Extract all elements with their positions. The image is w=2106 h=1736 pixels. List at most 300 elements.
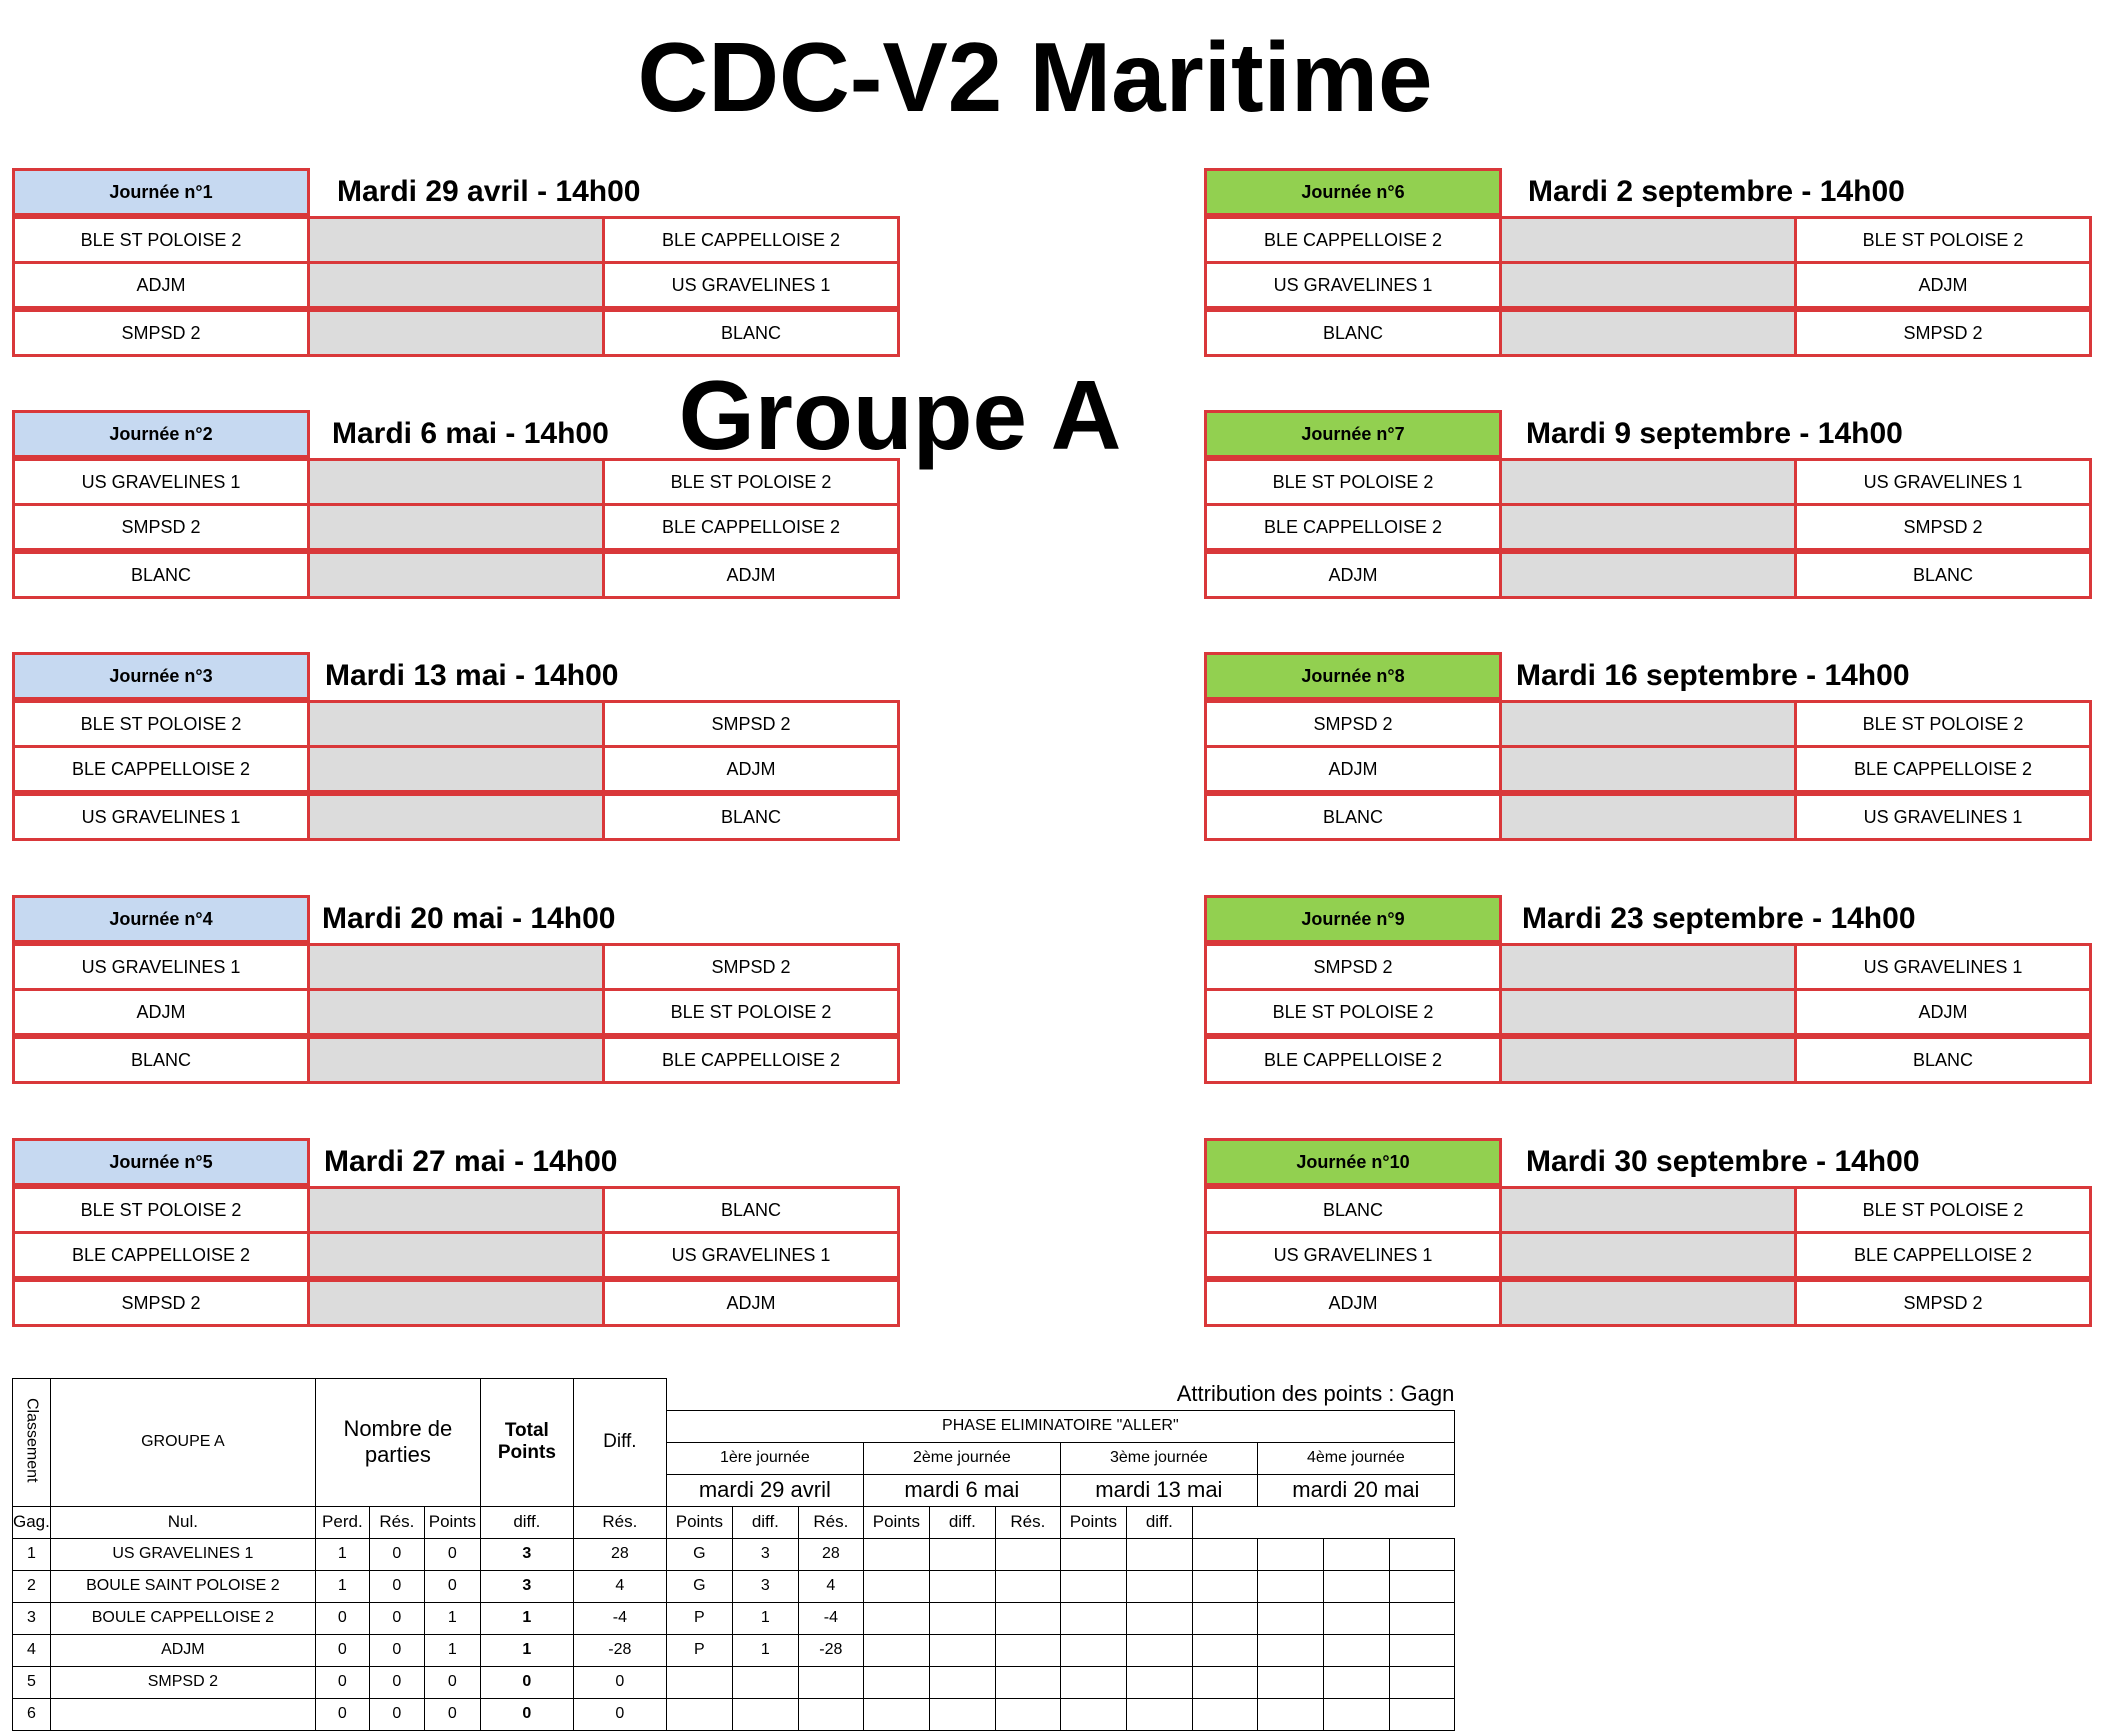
result-cell bbox=[1192, 1666, 1257, 1698]
result-cell bbox=[1389, 1602, 1454, 1634]
diff-cell: -28 bbox=[573, 1634, 666, 1666]
match-row bbox=[1204, 1234, 2096, 1282]
score-cell[interactable] bbox=[1499, 216, 1797, 264]
result-cell bbox=[1192, 1602, 1257, 1634]
away-team: US GRAVELINES 1 bbox=[602, 261, 900, 309]
score-cell[interactable] bbox=[1499, 1186, 1797, 1234]
classement-header: Classement bbox=[13, 1379, 51, 1507]
nul-cell: 0 bbox=[369, 1602, 424, 1634]
journee-block bbox=[12, 410, 904, 604]
diff-cell: 0 bbox=[573, 1698, 666, 1730]
result-cell bbox=[1323, 1634, 1389, 1666]
match-row bbox=[12, 1282, 904, 1330]
home-team: BLANC bbox=[1204, 1186, 1502, 1234]
match-row bbox=[12, 264, 904, 312]
journee-label: Journée n°1 bbox=[12, 168, 310, 216]
away-team: US GRAVELINES 1 bbox=[1794, 793, 2092, 841]
away-team: ADJM bbox=[602, 745, 900, 793]
phase-header: PHASE ELIMINATOIRE "ALLER" bbox=[666, 1410, 1454, 1442]
home-team: US GRAVELINES 1 bbox=[12, 943, 310, 991]
home-team: BLE CAPPELLOISE 2 bbox=[1204, 1036, 1502, 1084]
score-cell[interactable] bbox=[307, 793, 605, 841]
attribution-text: Attribution des points : Gagn bbox=[666, 1379, 1454, 1411]
diff-header: Diff. bbox=[573, 1379, 666, 1507]
match-row bbox=[12, 796, 904, 844]
result-cell bbox=[929, 1698, 995, 1730]
total-cell: 3 bbox=[480, 1538, 573, 1570]
result-cell bbox=[666, 1666, 732, 1698]
sub-header: Gag. bbox=[13, 1506, 51, 1538]
match-row bbox=[12, 1039, 904, 1087]
match-row bbox=[12, 554, 904, 602]
result-cell bbox=[798, 1666, 863, 1698]
away-team: BLE CAPPELLOISE 2 bbox=[1794, 745, 2092, 793]
home-team: ADJM bbox=[12, 261, 310, 309]
away-team: ADJM bbox=[602, 1279, 900, 1327]
result-cell bbox=[929, 1666, 995, 1698]
diff-cell: 28 bbox=[573, 1538, 666, 1570]
journee-block bbox=[12, 168, 904, 362]
result-cell bbox=[1323, 1666, 1389, 1698]
away-team: US GRAVELINES 1 bbox=[1794, 458, 2092, 506]
result-cell bbox=[1126, 1602, 1192, 1634]
home-team: US GRAVELINES 1 bbox=[12, 458, 310, 506]
journee-block bbox=[1204, 895, 2096, 1089]
journee-label: Journée n°9 bbox=[1204, 895, 1502, 943]
result-cell bbox=[1389, 1634, 1454, 1666]
team-cell: SMPSD 2 bbox=[50, 1666, 315, 1698]
home-team: ADJM bbox=[12, 988, 310, 1036]
match-row bbox=[12, 506, 904, 554]
team-cell: BOULE SAINT POLOISE 2 bbox=[50, 1570, 315, 1602]
home-team: ADJM bbox=[1204, 1279, 1502, 1327]
journee-date: Mardi 13 mai - 14h00 bbox=[325, 659, 619, 692]
home-team: BLANC bbox=[1204, 793, 1502, 841]
result-cell bbox=[1257, 1634, 1323, 1666]
result-cell: 3 bbox=[732, 1570, 798, 1602]
match-row bbox=[12, 943, 904, 991]
home-team: SMPSD 2 bbox=[12, 309, 310, 357]
score-cell[interactable] bbox=[307, 1036, 605, 1084]
match-row bbox=[12, 1186, 904, 1234]
journee-col-date: mardi 29 avril bbox=[666, 1474, 863, 1506]
score-cell[interactable] bbox=[1499, 700, 1797, 748]
result-cell bbox=[666, 1698, 732, 1730]
result-cell: 28 bbox=[798, 1538, 863, 1570]
away-team: SMPSD 2 bbox=[602, 700, 900, 748]
away-team: BLE CAPPELLOISE 2 bbox=[1794, 1231, 2092, 1279]
result-cell bbox=[732, 1698, 798, 1730]
score-cell[interactable] bbox=[307, 1279, 605, 1327]
journee-block bbox=[1204, 168, 2096, 362]
match-row bbox=[1204, 458, 2096, 506]
away-team: BLE ST POLOISE 2 bbox=[1794, 1186, 2092, 1234]
journee-col-header: 1ère journée bbox=[666, 1442, 863, 1474]
score-cell[interactable] bbox=[1499, 503, 1797, 551]
home-team: BLE ST POLOISE 2 bbox=[12, 700, 310, 748]
result-col-header: Rés. bbox=[573, 1506, 666, 1538]
away-team: BLE ST POLOISE 2 bbox=[602, 988, 900, 1036]
match-row bbox=[12, 312, 904, 360]
journee-block bbox=[1204, 410, 2096, 604]
journee-date: Mardi 16 septembre - 14h00 bbox=[1516, 659, 1910, 692]
away-team: SMPSD 2 bbox=[1794, 309, 2092, 357]
result-cell: G bbox=[666, 1570, 732, 1602]
journee-label: Journée n°4 bbox=[12, 895, 310, 943]
score-cell[interactable] bbox=[307, 503, 605, 551]
gag-cell: 0 bbox=[315, 1602, 369, 1634]
score-cell[interactable] bbox=[1499, 988, 1797, 1036]
nul-cell: 0 bbox=[369, 1570, 424, 1602]
result-cell bbox=[863, 1666, 929, 1698]
result-col-header: Points bbox=[1060, 1506, 1126, 1538]
result-cell bbox=[1126, 1634, 1192, 1666]
result-cell bbox=[1060, 1538, 1126, 1570]
score-cell[interactable] bbox=[1499, 261, 1797, 309]
home-team: SMPSD 2 bbox=[1204, 700, 1502, 748]
result-cell bbox=[1192, 1570, 1257, 1602]
journee-block bbox=[12, 652, 904, 846]
match-row bbox=[1204, 1039, 2096, 1087]
match-row bbox=[12, 1234, 904, 1282]
result-cell bbox=[1257, 1538, 1323, 1570]
score-cell[interactable] bbox=[1499, 793, 1797, 841]
table-row bbox=[13, 1602, 1455, 1634]
result-cell bbox=[1257, 1698, 1323, 1730]
result-cell bbox=[863, 1570, 929, 1602]
nombre-parties-header: Nombre de parties bbox=[315, 1379, 480, 1507]
home-team: BLANC bbox=[1204, 309, 1502, 357]
result-cell bbox=[1389, 1570, 1454, 1602]
result-cell bbox=[995, 1570, 1060, 1602]
match-row bbox=[12, 458, 904, 506]
match-row bbox=[1204, 1282, 2096, 1330]
team-cell: US GRAVELINES 1 bbox=[50, 1538, 315, 1570]
result-cell bbox=[1060, 1698, 1126, 1730]
diff-cell: 4 bbox=[573, 1570, 666, 1602]
rank-cell: 1 bbox=[13, 1538, 51, 1570]
result-cell bbox=[1060, 1634, 1126, 1666]
rank-cell: 2 bbox=[13, 1570, 51, 1602]
journee-date: Mardi 2 septembre - 14h00 bbox=[1528, 175, 1905, 208]
away-team: BLE ST POLOISE 2 bbox=[1794, 700, 2092, 748]
journee-date: Mardi 23 septembre - 14h00 bbox=[1522, 902, 1916, 935]
away-team: SMPSD 2 bbox=[602, 943, 900, 991]
nul-cell: 0 bbox=[369, 1634, 424, 1666]
result-cell bbox=[1257, 1666, 1323, 1698]
home-team: ADJM bbox=[1204, 551, 1502, 599]
score-cell[interactable] bbox=[307, 261, 605, 309]
home-team: BLE CAPPELLOISE 2 bbox=[12, 1231, 310, 1279]
journee-date: Mardi 30 septembre - 14h00 bbox=[1526, 1145, 1920, 1178]
score-cell[interactable] bbox=[307, 943, 605, 991]
perd-cell: 0 bbox=[424, 1538, 480, 1570]
away-team: BLE ST POLOISE 2 bbox=[602, 458, 900, 506]
rank-cell: 5 bbox=[13, 1666, 51, 1698]
match-row bbox=[1204, 554, 2096, 602]
score-cell[interactable] bbox=[307, 745, 605, 793]
match-row bbox=[1204, 264, 2096, 312]
score-cell[interactable] bbox=[1499, 745, 1797, 793]
journee-col-date: mardi 6 mai bbox=[863, 1474, 1060, 1506]
journee-col-header: 2ème journée bbox=[863, 1442, 1060, 1474]
gag-cell: 0 bbox=[315, 1634, 369, 1666]
total-cell: 0 bbox=[480, 1698, 573, 1730]
score-cell[interactable] bbox=[307, 309, 605, 357]
journee-date: Mardi 6 mai - 14h00 bbox=[332, 417, 609, 450]
result-cell bbox=[1323, 1602, 1389, 1634]
score-cell[interactable] bbox=[1499, 1231, 1797, 1279]
match-row bbox=[1204, 506, 2096, 554]
result-col-header: Rés. bbox=[995, 1506, 1060, 1538]
result-cell: 1 bbox=[732, 1634, 798, 1666]
journee-label: Journée n°3 bbox=[12, 652, 310, 700]
standings-table bbox=[12, 1378, 1455, 1731]
result-cell: 1 bbox=[732, 1602, 798, 1634]
home-team: US GRAVELINES 1 bbox=[1204, 1231, 1502, 1279]
result-cell bbox=[1257, 1570, 1323, 1602]
match-row bbox=[1204, 991, 2096, 1039]
result-cell bbox=[1257, 1602, 1323, 1634]
score-cell[interactable] bbox=[307, 458, 605, 506]
match-row bbox=[1204, 312, 2096, 360]
total-cell: 3 bbox=[480, 1570, 573, 1602]
group-title: Groupe A bbox=[678, 360, 1122, 470]
result-cell bbox=[863, 1602, 929, 1634]
home-team: SMPSD 2 bbox=[12, 1279, 310, 1327]
result-cell: 3 bbox=[732, 1538, 798, 1570]
score-cell[interactable] bbox=[1499, 1036, 1797, 1084]
journee-label: Journée n°2 bbox=[12, 410, 310, 458]
result-cell bbox=[1192, 1698, 1257, 1730]
perd-cell: 0 bbox=[424, 1666, 480, 1698]
away-team: SMPSD 2 bbox=[1794, 1279, 2092, 1327]
total-cell: 0 bbox=[480, 1666, 573, 1698]
rank-cell: 6 bbox=[13, 1698, 51, 1730]
home-team: BLE CAPPELLOISE 2 bbox=[1204, 216, 1502, 264]
home-team: BLANC bbox=[12, 1036, 310, 1084]
result-cell: -4 bbox=[798, 1602, 863, 1634]
result-cell bbox=[995, 1634, 1060, 1666]
result-cell bbox=[929, 1634, 995, 1666]
match-row bbox=[12, 700, 904, 748]
home-team: BLE CAPPELLOISE 2 bbox=[12, 745, 310, 793]
score-cell[interactable] bbox=[1499, 458, 1797, 506]
journee-block bbox=[12, 895, 904, 1089]
gag-cell: 0 bbox=[315, 1698, 369, 1730]
journee-col-header: 4ème journée bbox=[1257, 1442, 1454, 1474]
journee-date: Mardi 29 avril - 14h00 bbox=[337, 175, 641, 208]
journee-col-date: mardi 13 mai bbox=[1060, 1474, 1257, 1506]
perd-cell: 1 bbox=[424, 1602, 480, 1634]
journee-label: Journée n°8 bbox=[1204, 652, 1502, 700]
total-cell: 1 bbox=[480, 1634, 573, 1666]
sub-header: Nul. bbox=[50, 1506, 315, 1538]
journee-label: Journée n°6 bbox=[1204, 168, 1502, 216]
away-team: BLE CAPPELLOISE 2 bbox=[602, 216, 900, 264]
match-row bbox=[1204, 943, 2096, 991]
journee-label: Journée n°10 bbox=[1204, 1138, 1502, 1186]
rank-cell: 4 bbox=[13, 1634, 51, 1666]
home-team: SMPSD 2 bbox=[1204, 943, 1502, 991]
team-cell bbox=[50, 1698, 315, 1730]
journee-col-header: 3ème journée bbox=[1060, 1442, 1257, 1474]
gag-cell: 1 bbox=[315, 1570, 369, 1602]
result-col-header: diff. bbox=[732, 1506, 798, 1538]
gag-cell: 1 bbox=[315, 1538, 369, 1570]
match-row bbox=[12, 748, 904, 796]
result-cell bbox=[1126, 1698, 1192, 1730]
journee-col-date: mardi 20 mai bbox=[1257, 1474, 1454, 1506]
score-cell[interactable] bbox=[1499, 943, 1797, 991]
result-col-header: Points bbox=[424, 1506, 480, 1538]
result-cell bbox=[995, 1602, 1060, 1634]
table-row bbox=[13, 1538, 1455, 1570]
result-cell bbox=[863, 1698, 929, 1730]
score-cell[interactable] bbox=[307, 1231, 605, 1279]
result-cell bbox=[995, 1538, 1060, 1570]
result-cell bbox=[1389, 1538, 1454, 1570]
result-cell bbox=[863, 1538, 929, 1570]
result-col-header: diff. bbox=[1126, 1506, 1192, 1538]
result-cell bbox=[1060, 1602, 1126, 1634]
match-row bbox=[1204, 700, 2096, 748]
away-team: BLE CAPPELLOISE 2 bbox=[602, 1036, 900, 1084]
home-team: BLE ST POLOISE 2 bbox=[12, 216, 310, 264]
match-row bbox=[12, 216, 904, 264]
away-team: BLE CAPPELLOISE 2 bbox=[602, 503, 900, 551]
result-cell bbox=[1389, 1666, 1454, 1698]
home-team: BLANC bbox=[12, 551, 310, 599]
home-team: BLE ST POLOISE 2 bbox=[12, 1186, 310, 1234]
result-cell bbox=[732, 1666, 798, 1698]
score-cell[interactable] bbox=[307, 700, 605, 748]
result-cell bbox=[1060, 1666, 1126, 1698]
result-cell bbox=[1323, 1698, 1389, 1730]
result-cell bbox=[929, 1602, 995, 1634]
result-col-header: Points bbox=[666, 1506, 732, 1538]
match-row bbox=[1204, 1186, 2096, 1234]
result-cell bbox=[863, 1634, 929, 1666]
match-row bbox=[1204, 796, 2096, 844]
nul-cell: 0 bbox=[369, 1538, 424, 1570]
home-team: US GRAVELINES 1 bbox=[12, 793, 310, 841]
table-row bbox=[13, 1666, 1455, 1698]
team-cell: ADJM bbox=[50, 1634, 315, 1666]
journee-block bbox=[1204, 1138, 2096, 1332]
away-team: BLANC bbox=[602, 793, 900, 841]
result-col-header: diff. bbox=[929, 1506, 995, 1538]
home-team: BLE ST POLOISE 2 bbox=[1204, 458, 1502, 506]
journee-date: Mardi 9 septembre - 14h00 bbox=[1526, 417, 1903, 450]
nul-cell: 0 bbox=[369, 1698, 424, 1730]
result-cell bbox=[1192, 1634, 1257, 1666]
journee-label: Journée n°7 bbox=[1204, 410, 1502, 458]
away-team: BLANC bbox=[602, 1186, 900, 1234]
nul-cell: 0 bbox=[369, 1666, 424, 1698]
score-cell[interactable] bbox=[1499, 551, 1797, 599]
result-cell: 4 bbox=[798, 1570, 863, 1602]
home-team: BLE ST POLOISE 2 bbox=[1204, 988, 1502, 1036]
journee-label: Journée n°5 bbox=[12, 1138, 310, 1186]
journee-block bbox=[12, 1138, 904, 1332]
result-cell: P bbox=[666, 1602, 732, 1634]
away-team: BLANC bbox=[1794, 1036, 2092, 1084]
score-cell[interactable] bbox=[307, 988, 605, 1036]
result-cell bbox=[1126, 1538, 1192, 1570]
away-team: BLE ST POLOISE 2 bbox=[1794, 216, 2092, 264]
away-team: US GRAVELINES 1 bbox=[602, 1231, 900, 1279]
score-cell[interactable] bbox=[307, 1186, 605, 1234]
result-col-header: Rés. bbox=[369, 1506, 424, 1538]
diff-cell: -4 bbox=[573, 1602, 666, 1634]
match-row bbox=[1204, 216, 2096, 264]
team-cell: BOULE CAPPELLOISE 2 bbox=[50, 1602, 315, 1634]
result-cell bbox=[1192, 1538, 1257, 1570]
perd-cell: 0 bbox=[424, 1570, 480, 1602]
away-team: ADJM bbox=[602, 551, 900, 599]
result-cell bbox=[1126, 1666, 1192, 1698]
away-team: ADJM bbox=[1794, 988, 2092, 1036]
away-team: BLANC bbox=[1794, 551, 2092, 599]
score-cell[interactable] bbox=[1499, 309, 1797, 357]
home-team: SMPSD 2 bbox=[12, 503, 310, 551]
away-team: US GRAVELINES 1 bbox=[1794, 943, 2092, 991]
result-cell bbox=[929, 1538, 995, 1570]
group-header: GROUPE A bbox=[50, 1379, 315, 1507]
away-team: SMPSD 2 bbox=[1794, 503, 2092, 551]
score-cell[interactable] bbox=[1499, 1279, 1797, 1327]
match-row bbox=[1204, 748, 2096, 796]
result-cell bbox=[1323, 1538, 1389, 1570]
result-cell bbox=[1389, 1698, 1454, 1730]
away-team: BLANC bbox=[602, 309, 900, 357]
home-team: BLE CAPPELLOISE 2 bbox=[1204, 503, 1502, 551]
result-col-header: Rés. bbox=[798, 1506, 863, 1538]
result-cell bbox=[995, 1698, 1060, 1730]
match-row bbox=[12, 991, 904, 1039]
total-points-header: Total Points bbox=[480, 1379, 573, 1507]
diff-cell: 0 bbox=[573, 1666, 666, 1698]
home-team: US GRAVELINES 1 bbox=[1204, 261, 1502, 309]
result-cell: P bbox=[666, 1634, 732, 1666]
result-cell bbox=[798, 1698, 863, 1730]
table-row bbox=[13, 1634, 1455, 1666]
home-team: ADJM bbox=[1204, 745, 1502, 793]
total-cell: 1 bbox=[480, 1602, 573, 1634]
journee-block bbox=[1204, 652, 2096, 846]
result-col-header: diff. bbox=[480, 1506, 573, 1538]
sub-header: Perd. bbox=[315, 1506, 369, 1538]
result-cell bbox=[929, 1570, 995, 1602]
away-team: ADJM bbox=[1794, 261, 2092, 309]
result-cell: -28 bbox=[798, 1634, 863, 1666]
result-cell bbox=[995, 1666, 1060, 1698]
result-cell bbox=[1323, 1570, 1389, 1602]
result-cell bbox=[1060, 1570, 1126, 1602]
gag-cell: 0 bbox=[315, 1666, 369, 1698]
perd-cell: 0 bbox=[424, 1698, 480, 1730]
perd-cell: 1 bbox=[424, 1634, 480, 1666]
table-row bbox=[13, 1570, 1455, 1602]
result-col-header: Points bbox=[863, 1506, 929, 1538]
rank-cell: 3 bbox=[13, 1602, 51, 1634]
journee-date: Mardi 27 mai - 14h00 bbox=[324, 1145, 618, 1178]
page-title: CDC-V2 Maritime bbox=[637, 22, 1433, 132]
table-row bbox=[13, 1698, 1455, 1730]
score-cell[interactable] bbox=[307, 551, 605, 599]
score-cell[interactable] bbox=[307, 216, 605, 264]
